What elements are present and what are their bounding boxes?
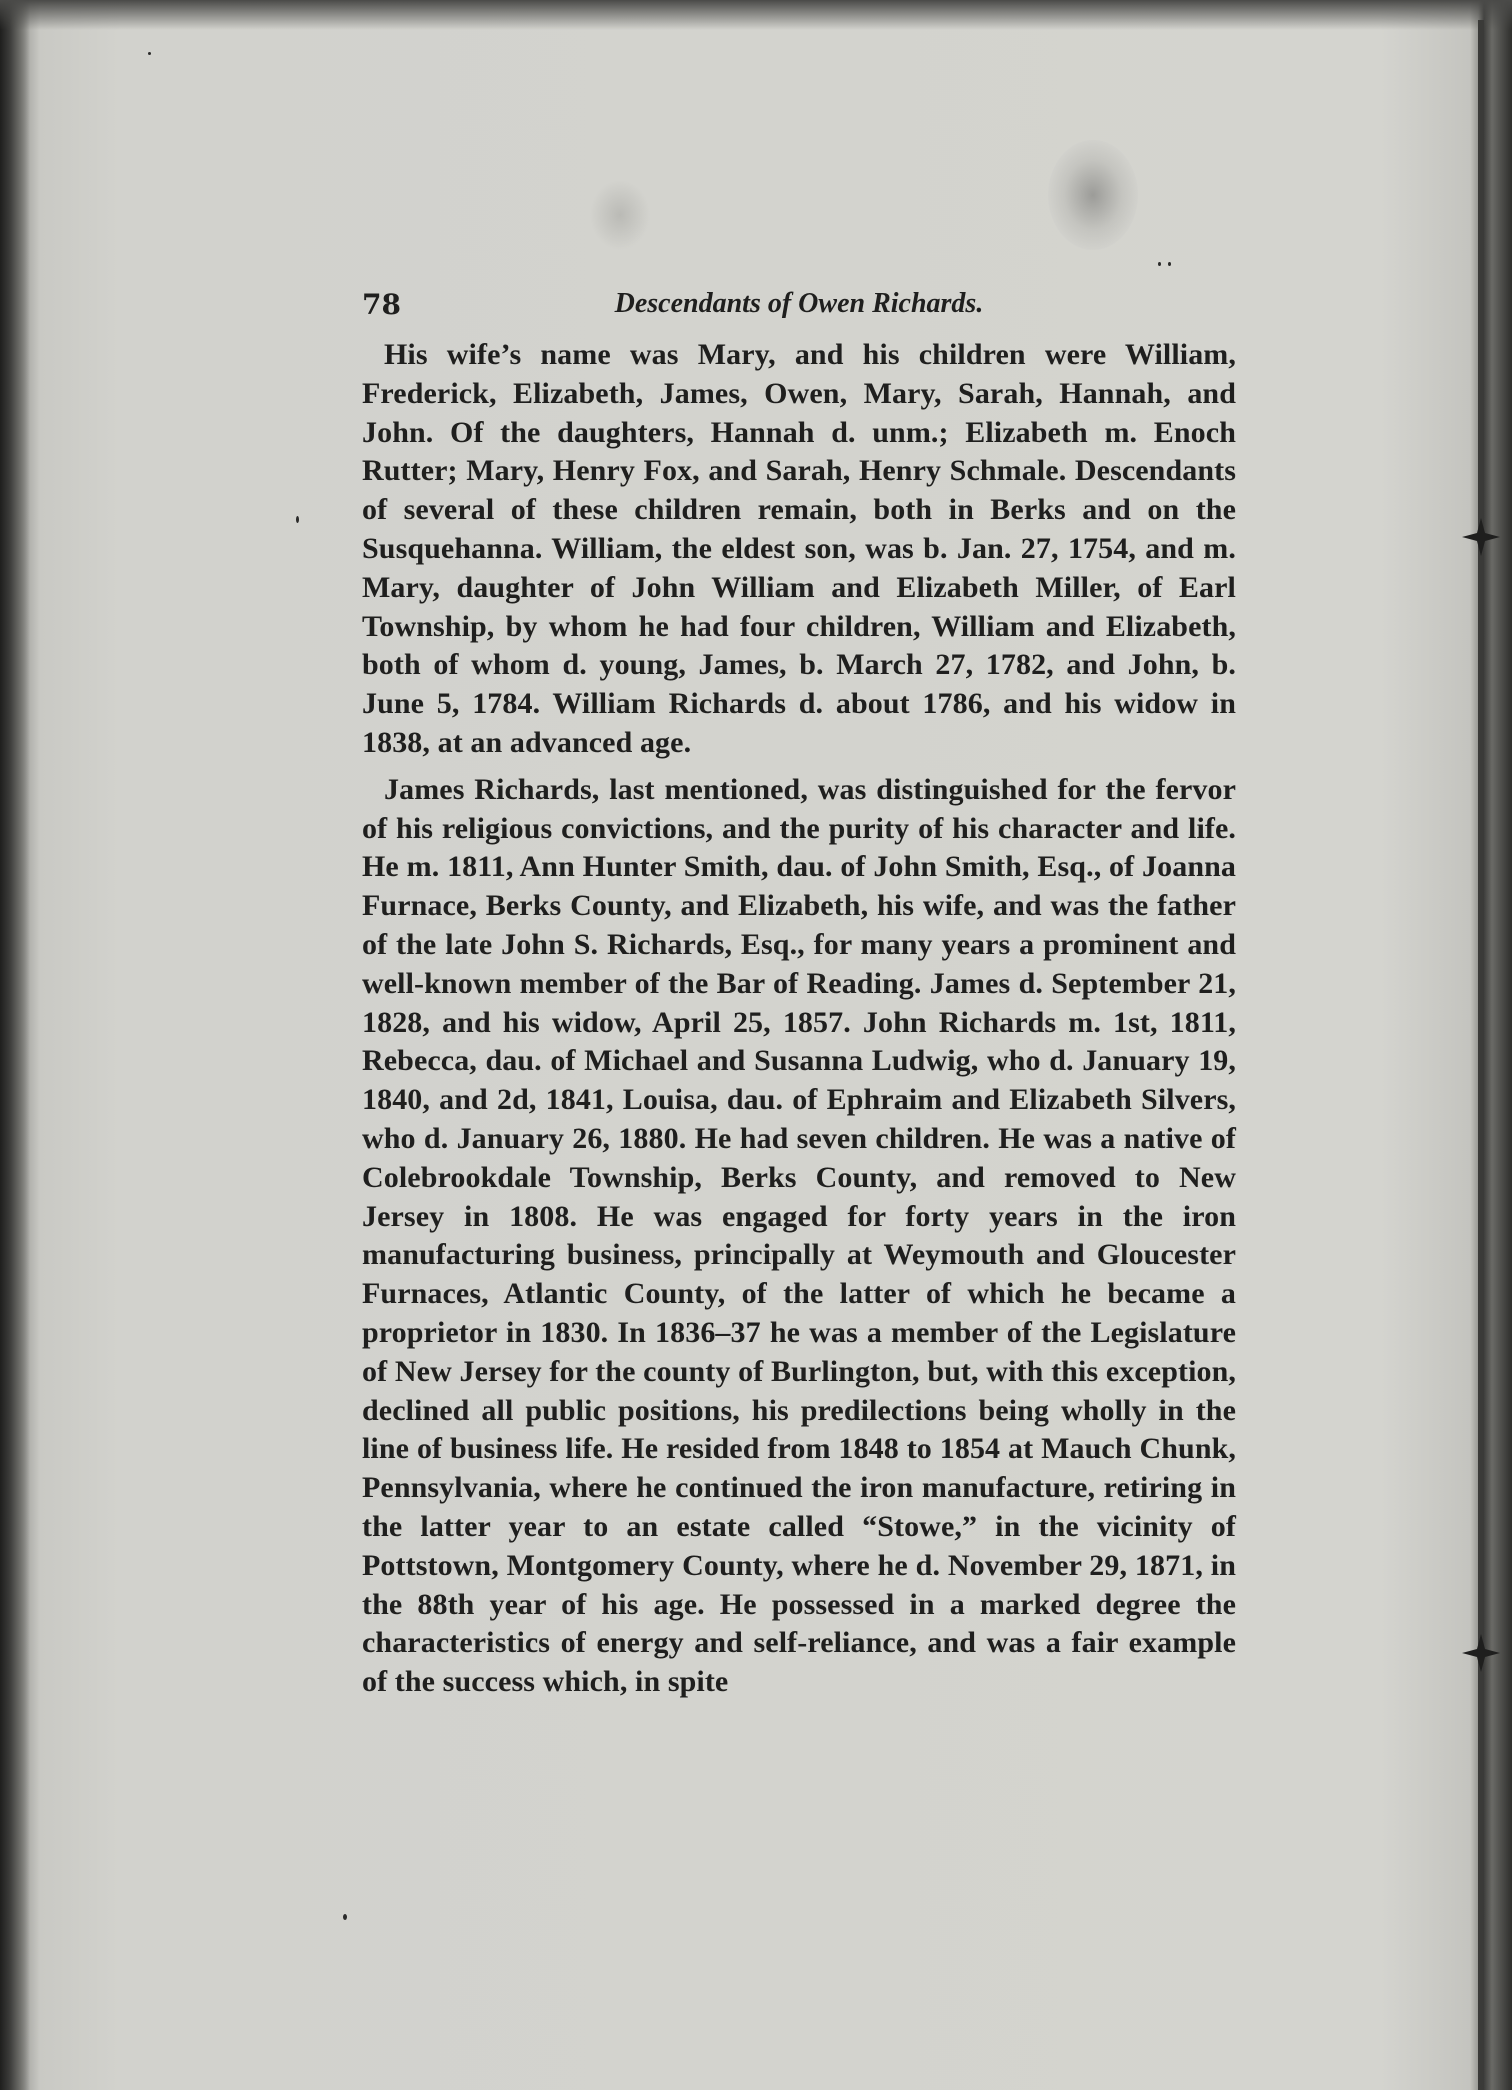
dust-speck	[343, 1914, 347, 1920]
dust-speck	[1168, 262, 1171, 266]
binding-clip-bottom-icon	[1462, 1634, 1500, 1672]
paragraph: James Richards, last mentioned, was distinguished for the fervor of his religious convictions, and the purity of his character and life. He m. 1811, Ann Hunter Smith, dau. of John Smith, Esq., of Joanna Furnace, Berks County, and Elizabeth, his wife, and was the father of the late John S. Richards, Esq., for many years a prominent and well-known member of the Bar of Reading. James d. September 21, 1828, and his widow, April 25, 1857. John Richards m. 1st, 1811, Rebecca, dau. of Michael and Susanna Ludwig, who d. January 19, 1840, and 2d, 1841, Louisa, dau. of Ephraim and Elizabeth Silvers, who d. January 26, 1880. He had seven children. He was a native of Colebrookdale Township, Berks County, and removed to New Jersey in 1808. He was engaged for forty years in the iron manufacturing business, principally at Weymouth and Gloucester Furnaces, Atlantic County, of the latter of which he became a proprietor in 1830. In 1836–37 he was a member of the Legislature of New Jersey for the county of Burlington, but, with this exception, declined all public positions, his predilections being wholly in the line of business life. He resided from 1848 to 1854 at Mauch Chunk, Pennsylvania, where he continued the iron manufacture, retiring in the latter year to an estate called “Stowe,” in the vicinity of Pottstown, Montgomery County, where he d. November 29, 1871, in the 88th year of his age. He possessed in a marked degree the characteristics of energy and self-reliance, and was a fair example of the success which, in spite	[362, 772, 1236, 1699]
faint-smudge	[590, 180, 650, 250]
book-page	[362, 280, 1236, 1702]
page-top-edge-shadow	[0, 0, 1512, 30]
binding-clip-top-icon	[1462, 518, 1500, 556]
page-left-edge-shadow	[0, 0, 30, 2090]
ink-smudge	[1048, 140, 1138, 250]
dust-speck	[1158, 262, 1161, 266]
dust-speck	[296, 516, 299, 523]
running-head: Descendants of Owen Richards.	[614, 288, 984, 319]
dust-speck	[148, 52, 151, 55]
paragraph: His wife’s name was Mary, and his children were William, Frederick, Elizabeth, James, Owen, Mary, Sarah, Hannah, and John. Of the daughters, Hannah d. unm.; Elizabeth m. Enoch Rutter; Mary, Henry Fox, and Sarah, Henry Schmale. Descendants of several of these children remain, both in Berks and on the Susquehanna. William, the eldest son, was b. Jan. 27, 1754, and m. Mary, daughter of John William and Elizabeth Miller, of Earl Township, by whom he had four children, William and Elizabeth, both of whom d. young, James, b. March 27, 1782, and John, b. June 5, 1784. William Richards d. about 1786, and his widow in 1838, at an advanced age.	[362, 338, 1236, 759]
page-header	[362, 280, 1236, 336]
binding-edge	[1478, 20, 1484, 2090]
page-number: 78	[362, 288, 401, 321]
